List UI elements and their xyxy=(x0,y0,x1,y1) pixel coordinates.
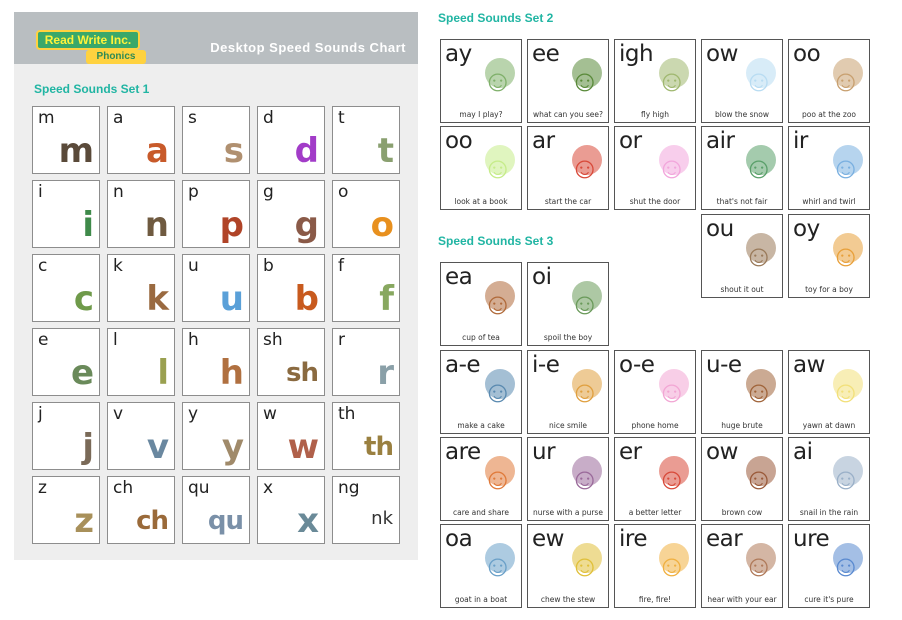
phrase-caption: what can you see? xyxy=(533,110,603,119)
sound-card-l xyxy=(107,328,175,396)
sound-card-ure xyxy=(788,524,870,608)
sound-card-k xyxy=(107,254,175,322)
phrase-caption: nice smile xyxy=(549,421,587,430)
sound-picture-letter: n xyxy=(144,205,168,245)
sound-card-ow xyxy=(701,437,783,521)
illustration-figure-icon: ☺ xyxy=(569,550,600,583)
grapheme-label: oi xyxy=(532,264,552,290)
sound-card-ay xyxy=(440,39,522,123)
phrase-caption: phone home xyxy=(631,421,679,430)
sound-label: s xyxy=(188,108,197,128)
illustration-figure-icon: ☺ xyxy=(482,65,513,98)
sound-card-sh xyxy=(257,328,325,396)
phrase-caption: shout it out xyxy=(720,285,764,294)
logo-sub-text: Phonics xyxy=(86,50,146,64)
sound-label: i xyxy=(38,182,43,202)
sound-picture-letter: s xyxy=(223,131,243,171)
sound-label: y xyxy=(188,404,199,424)
illustration-figure-icon: ☺ xyxy=(656,550,687,583)
sound-label: j xyxy=(38,404,43,424)
grapheme-label: ear xyxy=(706,526,743,552)
grapheme-label: i-e xyxy=(532,352,560,378)
sound-picture-letter: e xyxy=(70,353,93,393)
phrase-caption: cup of tea xyxy=(462,333,500,342)
phrase-caption: care and share xyxy=(453,508,509,517)
sound-card-g xyxy=(257,180,325,248)
sound-card-oy xyxy=(788,214,870,298)
sound-picture-letter: t xyxy=(377,131,393,171)
grapheme-label: ai xyxy=(793,439,813,465)
sound-label: th xyxy=(338,404,356,424)
phrase-caption: huge brute xyxy=(721,421,763,430)
illustration-figure-icon: ☺ xyxy=(656,65,687,98)
sound-card-ew xyxy=(527,524,609,608)
phrase-caption: start the car xyxy=(544,197,592,206)
sound-card-w xyxy=(257,402,325,470)
sound-card-ae xyxy=(440,350,522,434)
grapheme-label: oo xyxy=(445,128,473,154)
sound-card-oi xyxy=(527,262,609,346)
sound-card-ur xyxy=(527,437,609,521)
illustration-figure-icon: ☺ xyxy=(569,288,600,321)
phrase-caption: blow the snow xyxy=(714,110,770,119)
grapheme-label: o-e xyxy=(619,352,655,378)
sound-label: p xyxy=(188,182,199,202)
grapheme-label: oa xyxy=(445,526,473,552)
sound-label: f xyxy=(338,256,344,276)
sound-label: h xyxy=(188,330,199,350)
sound-card-ir xyxy=(788,126,870,210)
phrase-caption: cure it's pure xyxy=(804,595,854,604)
sound-card-e xyxy=(32,328,100,396)
sound-card-r xyxy=(332,328,400,396)
sound-label: g xyxy=(263,182,274,202)
phrase-caption: snail in the rain xyxy=(799,508,859,517)
sound-card-n xyxy=(107,180,175,248)
phrase-caption: fly high xyxy=(641,110,669,119)
logo-main-text: Read Write Inc. xyxy=(36,30,140,50)
sound-card-ow xyxy=(701,39,783,123)
sound-card-ire xyxy=(614,524,696,608)
illustration-figure-icon: ☺ xyxy=(743,463,774,496)
sound-picture-letter: b xyxy=(294,279,318,319)
sound-label: n xyxy=(113,182,124,202)
sound-label: v xyxy=(113,404,124,424)
sound-card-b xyxy=(257,254,325,322)
illustration-figure-icon: ☺ xyxy=(743,550,774,583)
set3-title: Speed Sounds Set 3 xyxy=(438,234,554,248)
sound-picture-letter: th xyxy=(364,432,393,462)
sound-card-p xyxy=(182,180,250,248)
phrase-caption: nurse with a purse xyxy=(533,508,603,517)
sound-card-igh xyxy=(614,39,696,123)
illustration-figure-icon: ☺ xyxy=(569,463,600,496)
sound-picture-letter: j xyxy=(82,427,93,467)
illustration-figure-icon: ☺ xyxy=(656,376,687,409)
sound-label: z xyxy=(38,478,47,498)
sound-card-are xyxy=(440,437,522,521)
sound-picture-letter: nk xyxy=(371,508,393,529)
sound-card-ee xyxy=(527,39,609,123)
grapheme-label: aw xyxy=(793,352,825,378)
grapheme-label: ow xyxy=(706,439,738,465)
sound-card-ie xyxy=(527,350,609,434)
sound-picture-letter: ch xyxy=(136,506,168,536)
sound-card-o xyxy=(332,180,400,248)
sound-label: ng xyxy=(338,478,360,498)
set1-title: Speed Sounds Set 1 xyxy=(34,82,150,96)
sound-card-air xyxy=(701,126,783,210)
sound-label: a xyxy=(113,108,124,128)
grapheme-label: igh xyxy=(619,41,654,67)
phrase-caption: goat in a boat xyxy=(454,595,508,604)
illustration-figure-icon: ☺ xyxy=(656,152,687,185)
phrase-caption: make a cake xyxy=(457,421,505,430)
grapheme-label: oy xyxy=(793,216,820,242)
phrase-caption: poo at the zoo xyxy=(801,110,857,119)
grapheme-label: ew xyxy=(532,526,564,552)
sound-label: e xyxy=(38,330,49,350)
sound-card-oo xyxy=(440,126,522,210)
sound-label: w xyxy=(263,404,277,424)
grapheme-label: ure xyxy=(793,526,830,552)
illustration-figure-icon: ☺ xyxy=(569,152,600,185)
sound-card-qu xyxy=(182,476,250,544)
sound-card-aw xyxy=(788,350,870,434)
grapheme-label: ee xyxy=(532,41,560,67)
sound-picture-letter: y xyxy=(221,427,243,467)
grapheme-label: u-e xyxy=(706,352,742,378)
grapheme-label: ou xyxy=(706,216,734,242)
illustration-figure-icon: ☺ xyxy=(743,65,774,98)
phrase-caption: that's not fair xyxy=(716,197,768,206)
sound-picture-letter: d xyxy=(294,131,318,171)
illustration-figure-icon: ☺ xyxy=(743,240,774,273)
sound-label: l xyxy=(113,330,118,350)
sound-picture-letter: x xyxy=(297,501,318,541)
grapheme-label: ay xyxy=(445,41,472,67)
illustration-figure-icon: ☺ xyxy=(830,240,861,273)
phrase-caption: whirl and twirl xyxy=(802,197,856,206)
sound-card-m xyxy=(32,106,100,174)
sound-label: qu xyxy=(188,478,210,498)
grapheme-label: or xyxy=(619,128,642,154)
sound-label: b xyxy=(263,256,274,276)
sound-card-oo xyxy=(788,39,870,123)
illustration-figure-icon: ☺ xyxy=(482,152,513,185)
sound-label: u xyxy=(188,256,199,276)
illustration-figure-icon: ☺ xyxy=(830,463,861,496)
sound-picture-letter: p xyxy=(219,205,243,245)
read-write-inc-logo xyxy=(36,30,154,66)
sound-card-ar xyxy=(527,126,609,210)
sound-picture-letter: k xyxy=(146,279,168,319)
sound-label: k xyxy=(113,256,123,276)
sound-card-er xyxy=(614,437,696,521)
sound-card-ue xyxy=(701,350,783,434)
phrase-caption: brown cow xyxy=(721,508,763,517)
grapheme-label: oo xyxy=(793,41,821,67)
grapheme-label: ur xyxy=(532,439,556,465)
sound-label: o xyxy=(338,182,349,202)
sound-card-t xyxy=(332,106,400,174)
sound-card-ai xyxy=(788,437,870,521)
sound-picture-letter: r xyxy=(377,353,393,393)
sound-card-u xyxy=(182,254,250,322)
illustration-figure-icon: ☺ xyxy=(482,463,513,496)
phrase-caption: toy for a boy xyxy=(805,285,853,294)
sound-card-ng xyxy=(332,476,400,544)
sound-card-or xyxy=(614,126,696,210)
sound-card-i xyxy=(32,180,100,248)
sound-card-oa xyxy=(440,524,522,608)
illustration-figure-icon: ☺ xyxy=(830,550,861,583)
sound-label: d xyxy=(263,108,274,128)
grapheme-label: are xyxy=(445,439,481,465)
sound-card-a xyxy=(107,106,175,174)
sound-card-ea xyxy=(440,262,522,346)
grapheme-label: ire xyxy=(619,526,647,552)
sound-card-ear xyxy=(701,524,783,608)
sound-card-th xyxy=(332,402,400,470)
sound-picture-letter: m xyxy=(58,131,93,171)
illustration-figure-icon: ☺ xyxy=(830,152,861,185)
phrase-caption: shut the door xyxy=(629,197,681,206)
sound-card-z xyxy=(32,476,100,544)
sound-picture-letter: qu xyxy=(207,506,243,536)
sound-card-c xyxy=(32,254,100,322)
sound-card-s xyxy=(182,106,250,174)
phrase-caption: may I play? xyxy=(459,110,503,119)
illustration-figure-icon: ☺ xyxy=(569,65,600,98)
phrase-caption: a better letter xyxy=(628,508,682,517)
sound-picture-letter: v xyxy=(146,427,168,467)
sound-card-f xyxy=(332,254,400,322)
sound-label: r xyxy=(338,330,345,350)
sound-picture-letter: o xyxy=(370,205,393,245)
sound-card-ou xyxy=(701,214,783,298)
phrase-caption: yawn at dawn xyxy=(802,421,856,430)
sound-label: ch xyxy=(113,478,134,498)
phrase-caption: look at a book xyxy=(454,197,508,206)
illustration-figure-icon: ☺ xyxy=(482,550,513,583)
sound-picture-letter: w xyxy=(287,427,318,467)
sound-picture-letter: z xyxy=(74,501,93,541)
sound-picture-letter: g xyxy=(294,205,318,245)
phrase-caption: chew the stew xyxy=(540,595,596,604)
sound-picture-letter: c xyxy=(73,279,93,319)
sound-card-x xyxy=(257,476,325,544)
grapheme-label: ir xyxy=(793,128,808,154)
grapheme-label: ea xyxy=(445,264,473,290)
sound-card-y xyxy=(182,402,250,470)
sound-label: x xyxy=(263,478,274,498)
grapheme-label: a-e xyxy=(445,352,481,378)
sound-card-ch xyxy=(107,476,175,544)
sound-card-j xyxy=(32,402,100,470)
sound-label: sh xyxy=(263,330,283,350)
grapheme-label: ow xyxy=(706,41,738,67)
sound-picture-letter: i xyxy=(82,205,93,245)
sound-picture-letter: f xyxy=(379,279,393,319)
sound-picture-letter: sh xyxy=(286,358,318,388)
sound-card-oe xyxy=(614,350,696,434)
phrase-caption: fire, fire! xyxy=(638,595,672,604)
sound-picture-letter: h xyxy=(219,353,243,393)
illustration-figure-icon: ☺ xyxy=(656,463,687,496)
illustration-figure-icon: ☺ xyxy=(830,65,861,98)
sound-label: t xyxy=(338,108,345,128)
sound-card-h xyxy=(182,328,250,396)
set2-title: Speed Sounds Set 2 xyxy=(438,11,554,25)
chart-title: Desktop Speed Sounds Chart xyxy=(210,40,406,55)
sound-label: m xyxy=(38,108,55,128)
illustration-figure-icon: ☺ xyxy=(569,376,600,409)
sound-picture-letter: l xyxy=(157,353,168,393)
sound-label: c xyxy=(38,256,48,276)
chart-header-bar xyxy=(14,12,418,64)
illustration-figure-icon: ☺ xyxy=(830,376,861,409)
sound-card-v xyxy=(107,402,175,470)
grapheme-label: ar xyxy=(532,128,555,154)
phrase-caption: hear with your ear xyxy=(707,595,777,604)
sound-picture-letter: a xyxy=(146,131,168,171)
illustration-figure-icon: ☺ xyxy=(743,376,774,409)
sound-picture-letter: u xyxy=(219,279,243,319)
sound-card-d xyxy=(257,106,325,174)
illustration-figure-icon: ☺ xyxy=(482,288,513,321)
grapheme-label: er xyxy=(619,439,642,465)
grapheme-label: air xyxy=(706,128,735,154)
phrase-caption: spoil the boy xyxy=(543,333,593,342)
set1-grid xyxy=(32,106,400,544)
illustration-figure-icon: ☺ xyxy=(482,376,513,409)
illustration-figure-icon: ☺ xyxy=(743,152,774,185)
